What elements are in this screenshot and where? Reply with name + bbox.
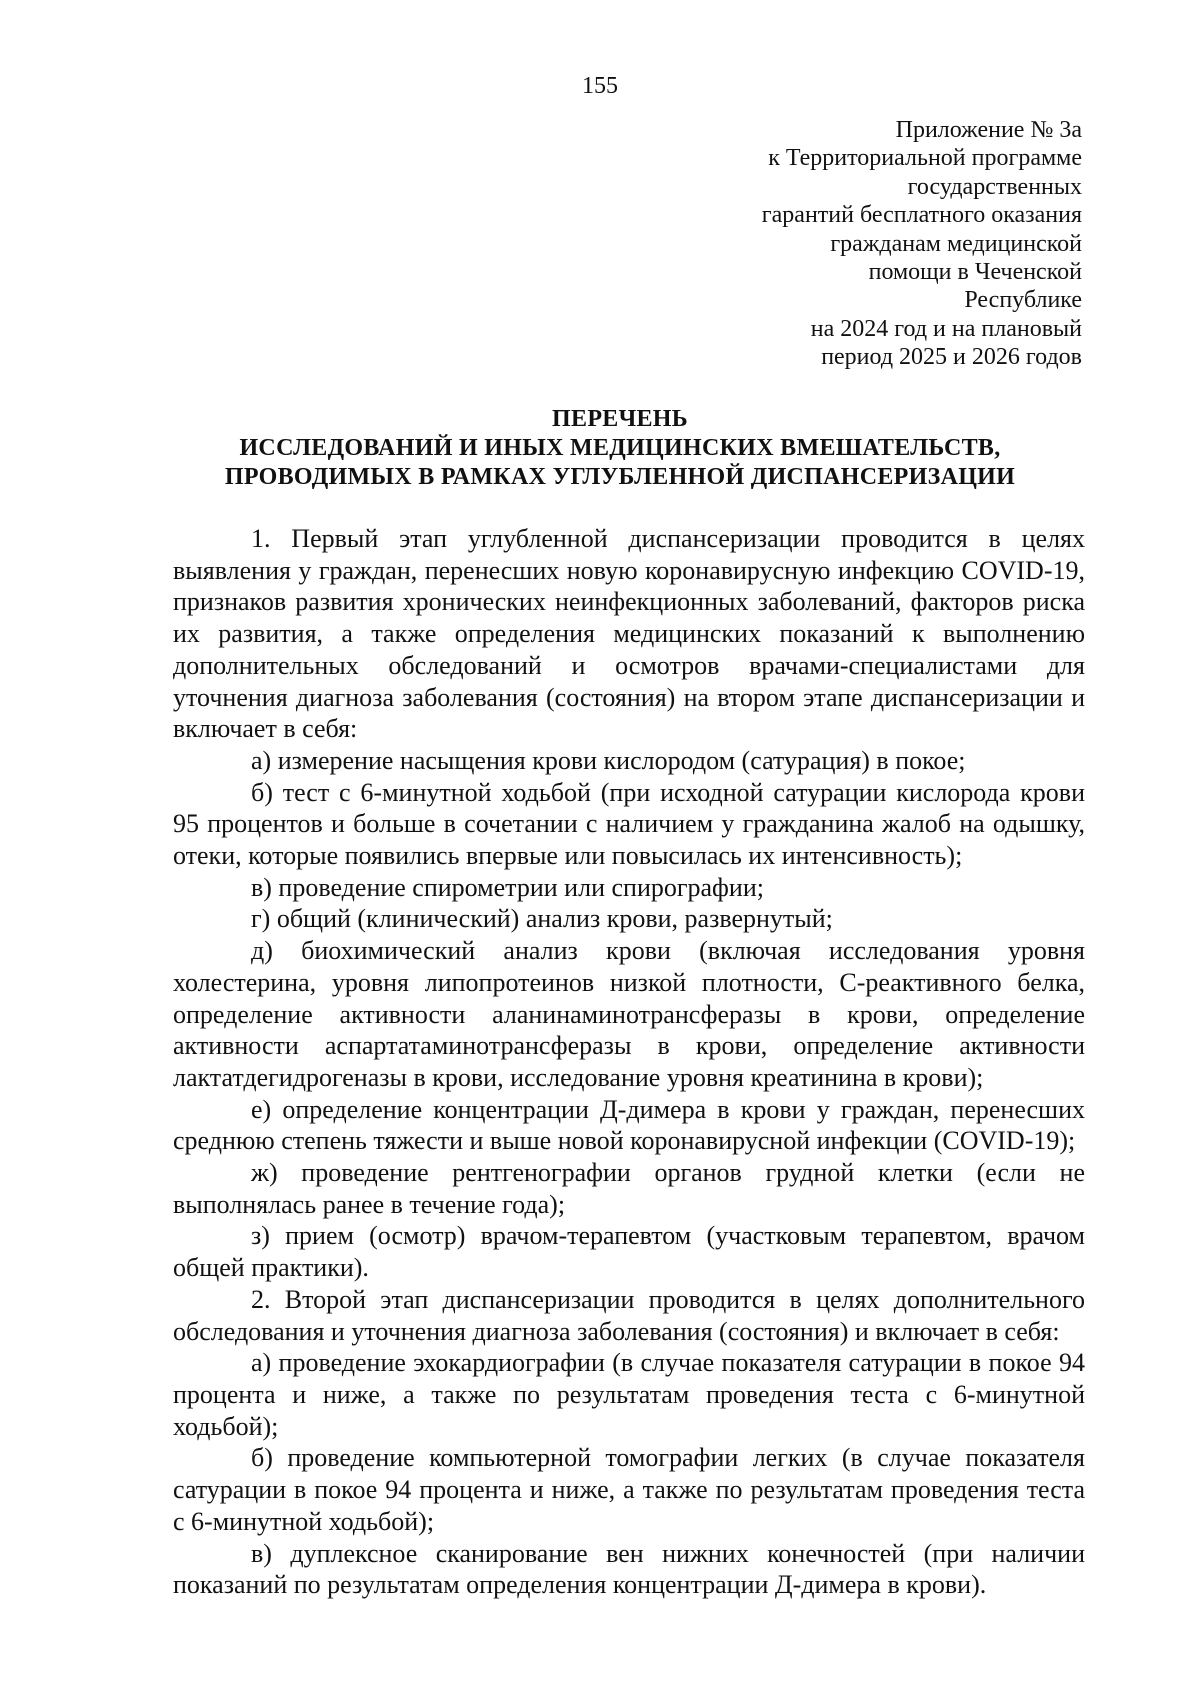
item-1e: е) определение концентрации Д-димера в крови у граждан, перенесших среднюю степень тяжести и выше новой коронавирусной инфекции (COVID-19); <box>173 1094 1085 1156</box>
appendix-line: Республике <box>964 287 1082 314</box>
appendix-line: к Территориальной программе <box>768 145 1082 172</box>
document-body <box>173 523 1085 1601</box>
appendix-line: гражданам медицинской <box>830 230 1082 257</box>
appendix-line: гарантий бесплатного оказания <box>761 202 1082 229</box>
paragraph-1: 1. Первый этап углубленной диспансеризации проводится в целях выявления у граждан, перенесших новую коронавирусную инфекцию COVID-19, признаков развития хронических неинфекционных заболеваний, факторов риска их развития, а также определения медицинских показаний к выполнению дополнительных обследований и осмотров врачами-специалистами для уточнения диагноза заболевания (состояния) на втором этапе диспансеризации и включает в себя: <box>173 524 1085 744</box>
appendix-line: помощи в Чеченской <box>868 259 1082 286</box>
title-line-2: ИССЛЕДОВАНИЙ И ИНЫХ МЕДИЦИНСКИХ ВМЕШАТЕЛЬСТВ, <box>239 435 1001 461</box>
item-2b: б) проведение компьютерной томографии легких (в случае показателя сатурации в покое 94 процента и ниже, а также по результатам проведения теста с 6-минутной ходьбой); <box>173 1443 1085 1536</box>
appendix-line: период 2025 и 2026 годов <box>821 344 1082 371</box>
appendix-line: Приложение № 3а <box>895 117 1082 143</box>
item-1z: з) прием (осмотр) врачом-терапевтом (участковым терапевтом, врачом общей практики). <box>173 1221 1085 1283</box>
item-1b: б) тест с 6-минутной ходьбой (при исходной сатурации кислорода крови 95 процентов и больше в сочетании с наличием у гражданина жалоб на одышку, отеки, которые появились впервые или повысилась их интенсивность); <box>173 777 1085 871</box>
title-line-1: ПЕРЕЧЕНЬ <box>552 406 688 432</box>
title-line-3: ПРОВОДИМЫХ В РАМКАХ УГЛУБЛЕННОЙ ДИСПАНСЕРИЗАЦИИ <box>224 464 1016 490</box>
document-title <box>160 405 1080 492</box>
page-number: 155 <box>582 73 618 99</box>
item-1zh: ж) проведение рентгенографии органов грудной клетки (если не выполнялась ранее в течение года); <box>173 1158 1085 1219</box>
item-1a: а) измерение насыщения крови кислородом (сатурация) в покое; <box>251 745 966 775</box>
paragraph-2: 2. Второй этап диспансеризации проводится в целях дополнительного обследования и уточнения диагноза заболевания (состояния) и включает в себя: <box>173 1284 1085 1346</box>
item-2a: а) проведение эхокардиографии (в случае показателя сатурации в покое 94 процента и ниже, а также по результатам проведения теста с 6-минутной ходьбой); <box>173 1348 1085 1441</box>
item-1v: в) проведение спирометрии или спирографии; <box>251 872 764 902</box>
item-2v: в) дуплексное сканирование вен нижних конечностей (при наличии показаний по результатам определения концентрации Д-димера в крови). <box>173 1538 1085 1600</box>
appendix-header <box>662 116 1082 372</box>
appendix-line: государственных <box>907 173 1082 200</box>
item-1d: д) биохимический анализ крови (включая исследования уровня холестерина, уровня липопротеинов низкой плотности, С-реактивного белка, определение активности аланинаминотрансферазы в крови, определение активности аспартатаминотрансферазы в крови, определение активности лактатдегидрогеназы в крови, исследование уровня креатинина в крови); <box>173 936 1085 1092</box>
item-1g: г) общий (клинический) анализ крови, развернутый; <box>251 904 833 934</box>
appendix-line: на 2024 год и на плановый <box>810 315 1082 342</box>
